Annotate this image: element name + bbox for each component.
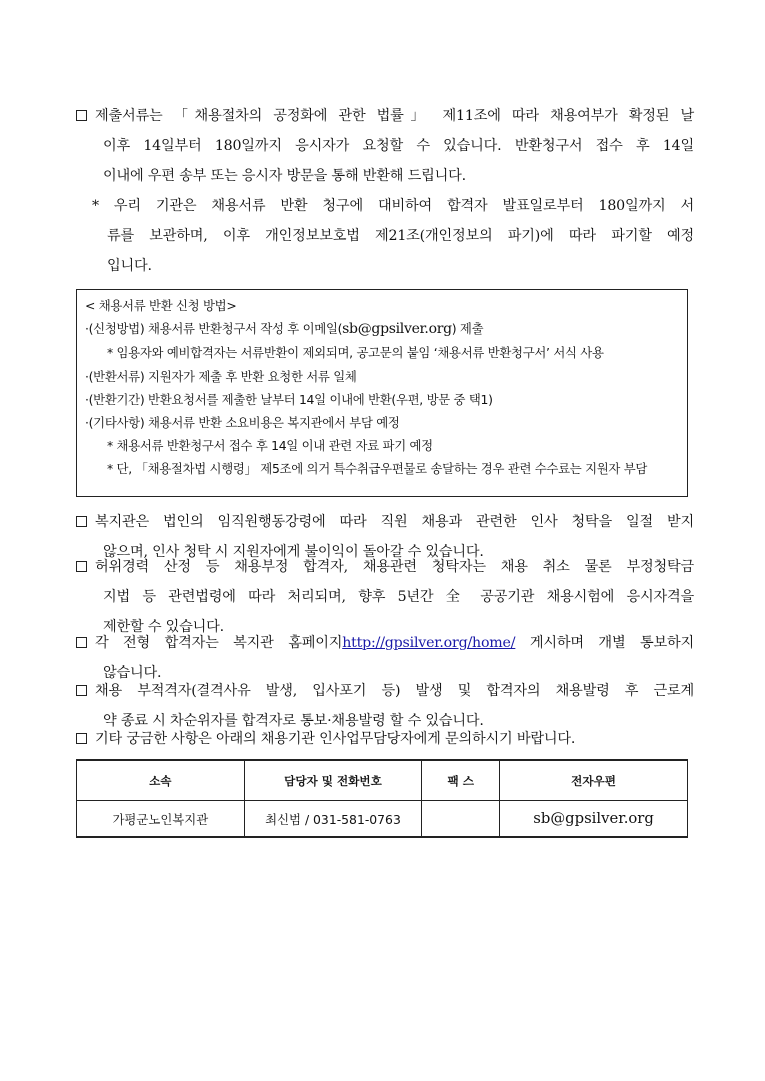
cell-email: sb@gpsilver.org xyxy=(500,801,688,838)
header-affiliation: 소속 xyxy=(77,760,245,801)
paragraph-document-return: 제출서류는 「채용절차의 공정화에 관한 법률」 제11조에 따라 채용여부가 확정된 날 이후 14일부터 180일까지 응시자가 요청할 수 있습니다. 반환청구서 접수 후 14일 이내에 우편 송부 또는 응시자 방문을 통해 반환해 드립니다. xyxy=(76,101,694,191)
checkbox-bullet-icon xyxy=(76,685,87,696)
checkbox-bullet-icon xyxy=(76,516,87,527)
paragraph-replacement: 채용 부적격자(결격사유 발생, 입사포기 등) 발생 및 합격자의 채용발령 후 근로계 약 종료 시 차순위자를 합격자로 통보·채용발령 할 수 있습니다. xyxy=(76,676,694,736)
header-email: 전자우편 xyxy=(500,760,688,801)
box-item-period: ·(반환기간) 반환요청서를 제출한 날부터 14일 이내에 반환(우편, 방문 중 택1) xyxy=(85,391,493,407)
header-contact-person: 담당자 및 전화번호 xyxy=(244,760,422,801)
table-header-row xyxy=(77,760,688,801)
box-item-documents: ·(반환서류) 지원자가 제출 후 반환 요청한 서류 일체 xyxy=(85,368,357,384)
return-method-box xyxy=(76,289,688,497)
checkbox-bullet-icon xyxy=(76,110,87,121)
paragraph-fraud: 허위경력 산정 등 채용부정 합격자, 채용관련 청탁자는 채용 취소 물론 부정청탁금 지법 등 관련법령에 따라 처리되며, 향후 5년간 全 공공기관 채용시험에 응시자격을 제한할 수 있습니다. xyxy=(76,552,694,642)
box-title: < 채용서류 반환 신청 방법> xyxy=(85,298,237,313)
cell-fax xyxy=(422,801,500,838)
box-item-other: ·(기타사항) 채용서류 반환 소요비용은 복지관에서 부담 예정 xyxy=(85,415,400,431)
checkbox-bullet-icon xyxy=(76,637,87,648)
paragraph-inquiry: 기타 궁금한 사항은 아래의 채용기관 인사업무담당자에게 문의하시기 바랍니다. xyxy=(76,724,694,754)
checkbox-bullet-icon xyxy=(76,561,87,572)
box-item-apply: ·(신청방법) 채용서류 반환청구서 작성 후 이메일(sb@gpsilver.org) 제출 xyxy=(85,321,484,338)
table-row xyxy=(77,801,688,838)
paragraph-announcement: 각 전형 합격자는 복지관 홈페이지http://gpsilver.org/home/ 게시하며 개별 통보하지 않습니다. xyxy=(76,628,694,688)
box-subitem-destroy: * 채용서류 반환청구서 접수 후 14일 이내 관련 자료 파기 예정 xyxy=(107,438,433,454)
box-subitem-fee: * 단, 「채용절차법 시행령」 제5조에 의거 특수취급우편물로 송달하는 경우 관련 수수료는 지원자 부담 xyxy=(107,461,648,477)
paragraph-solicitation: 복지관은 법인의 임직원행동강령에 따라 직원 채용과 관련한 인사 청탁을 일절 받지 않으며, 인사 청탁 시 지원자에게 불이익이 돌아갈 수 있습니다. xyxy=(76,507,694,567)
cell-contact-person: 최신범 / 031-581-0763 xyxy=(244,801,422,838)
header-fax: 팩 스 xyxy=(422,760,500,801)
checkbox-bullet-icon xyxy=(76,733,87,744)
cell-affiliation: 가평군노인복지관 xyxy=(77,801,245,838)
box-subitem-exclusion: * 임용자와 예비합격자는 서류반환이 제외되며, 공고문의 붙임 ‘채용서류 반환청구서’ 서식 사용 xyxy=(107,345,604,361)
note-document-retention: * 우리 기관은 채용서류 반환 청구에 대비하여 합격자 발표일로부터 180일까지 서 류를 보관하며, 이후 개인정보보호법 제21조(개인정보의 파기)에 따라 파기할 예정 입니다. xyxy=(92,198,694,274)
homepage-link[interactable]: http://gpsilver.org/home/ xyxy=(342,635,516,651)
contact-table xyxy=(76,759,688,838)
